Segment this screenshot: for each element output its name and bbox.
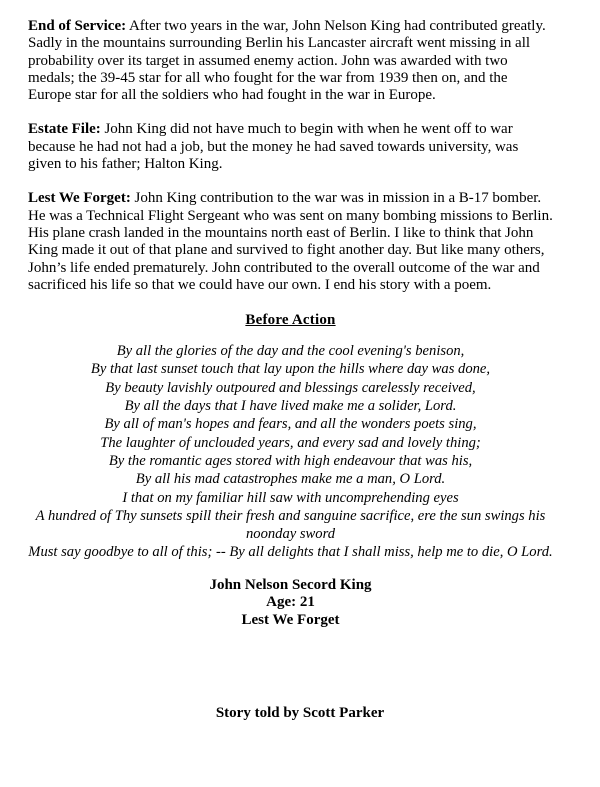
poem-line: Must say goodbye to all of this; -- By all delights that I shall miss, help me to die, O Lord. bbox=[28, 544, 553, 561]
poem-body bbox=[28, 342, 553, 562]
poem-title: Before Action bbox=[245, 312, 336, 329]
poem-line: By all of man's hopes and fears, and all the wonders poets sing, bbox=[104, 416, 477, 433]
paragraph-lest-we-forget bbox=[28, 190, 553, 294]
poem-line: The laughter of unclouded years, and every sad and lovely thing; bbox=[100, 434, 481, 451]
poem-line: A hundred of Thy sunsets spill their fresh and sanguine sacrifice, ere the sun swings his noonday sword bbox=[35, 507, 546, 543]
paragraph-end-of-service bbox=[28, 18, 553, 104]
paragraph-lead-label: End of Service: bbox=[28, 18, 127, 34]
signature-motto: Lest We Forget bbox=[241, 611, 340, 628]
paragraph-body-text: John King did not have much to begin with when he went off to war because he had not had a job, but the money he had saved towards university, was given to his father; Halton King. bbox=[28, 121, 519, 173]
poem-line: I that on my familiar hill saw with uncomprehending eyes bbox=[122, 489, 459, 506]
poem-line: By all the glories of the day and the cool evening's benison, bbox=[116, 343, 465, 360]
signature-name: John Nelson Secord King bbox=[209, 576, 372, 593]
paragraph-lead-label: Estate File: bbox=[28, 121, 101, 138]
paragraph-lead-label: Lest We Forget: bbox=[28, 190, 131, 207]
footer-credit: Story told by Scott Parker bbox=[215, 705, 385, 721]
poem-line: By the romantic ages stored with high endeavour that was his, bbox=[108, 452, 473, 469]
poem-line: By all his mad catastrophes make me a man, O Lord. bbox=[135, 471, 446, 488]
poem-line: By all the days that I have lived make me a solider, Lord. bbox=[124, 398, 457, 415]
paragraph-body-text: After two years in the war, John Nelson King had contributed greatly. Sadly in the mountains surrounding Berlin his Lancaster aircraft went missing in all probability over its target in assumed enemy action. John was awarded with two medals; the 39-45 star for all who fought for the war from 1939 then on, and the Europe star for all the soldiers who had fought in the war in Europe. bbox=[28, 18, 546, 104]
poem-line: By that last sunset touch that lay upon the hills where day was done, bbox=[90, 361, 491, 378]
paragraph-body-text: John King contribution to the war was in mission in a B-17 bomber. He was a Technical Flight Sergeant who was sent on many bombing missions to Berlin. His plane crash landed in the mountains north east of Berlin. I like to think that John King made it out of that plane and survived to fight another day. But like many others, John’s life ended prematurely. John contributed to the overall outcome of the war and sacrificed his life so that we could have our own. I end his story with a poem. bbox=[28, 190, 553, 293]
paragraph-estate-file bbox=[28, 121, 553, 173]
signature-block bbox=[28, 577, 553, 630]
signature-age: Age: 21 bbox=[266, 594, 315, 611]
poem-line: By beauty lavishly outpoured and blessings carelessly received, bbox=[105, 379, 476, 396]
